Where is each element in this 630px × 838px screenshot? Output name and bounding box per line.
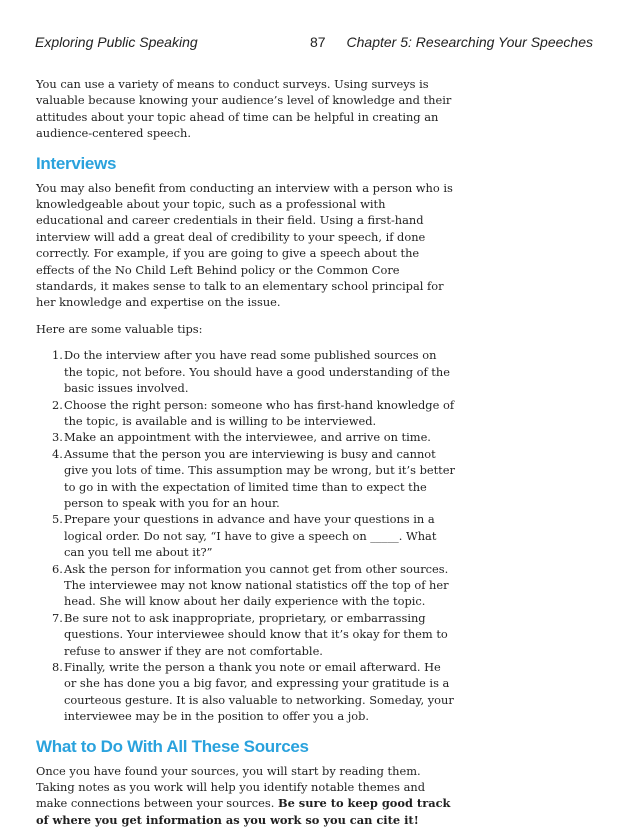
list-text: Choose the right person: someone who has first-hand knowledge of the topic, is available and is willing to be interviewed. <box>64 397 455 428</box>
list-number: 2. <box>52 397 63 412</box>
book-title: Exploring Public Speaking <box>35 34 198 50</box>
list-item <box>36 446 456 512</box>
page-body <box>36 76 456 838</box>
list-number: 8. <box>52 660 63 674</box>
list-item <box>36 659 456 725</box>
list-text: Ask the person for information you cannot get from other sources. The interviewee may not know national statistics off the top of her head. She will know about her daily experience with the topic. <box>64 561 449 609</box>
list-text: Be sure not to ask inappropriate, proprietary, or embarrassing questions. Your interviewee should know that it’s okay for them to refuse to answer if they are not comfortable. <box>64 610 448 658</box>
list-number: 4. <box>52 446 63 461</box>
list-item <box>36 561 456 610</box>
list-item <box>36 429 456 445</box>
list-item <box>36 347 456 396</box>
list-item <box>36 511 456 560</box>
list-text: Prepare your questions in advance and have your questions in a logical order. Do not say, “I have to give a speech on _____. What can you tell me about it?” <box>64 512 437 560</box>
tips-list <box>36 347 456 724</box>
list-item <box>36 610 456 659</box>
list-item <box>36 397 456 430</box>
intro-paragraph: You can use a variety of means to conduct surveys. Using surveys is valuable because knowing your audience’s level of knowledge and their attitudes about your topic ahead of time can be helpful in creating an audience-centered speech. <box>36 77 452 141</box>
list-text: Do the interview after you have read some published sources on the topic, not before. You should have a good understanding of the basic issues involved. <box>64 348 450 396</box>
sources-paragraph-text: Once you have found your sources, you will start by reading them. Taking notes as you work will help you identify notable themes and make connections between your sources. <box>36 763 425 811</box>
list-number: 1. <box>52 348 63 363</box>
interviews-heading: Interviews <box>36 153 117 173</box>
list-number: 6. <box>52 561 63 576</box>
list-text: Finally, write the person a thank you note or email afterward. He or she has done you a big favor, and expressing your gratitude is a courteous gesture. It is also valuable to networking. Someday, your interviewee may be in the position to offer you a job. <box>64 660 454 724</box>
chapter-title: Chapter 5: Researching Your Speeches <box>346 34 593 50</box>
page-header <box>35 34 593 56</box>
sources-paragraph-emphasis: Be sure to keep good track of where you get information as you work so you can cite it! <box>36 796 451 827</box>
list-number: 5. <box>52 512 63 527</box>
tips-intro: Here are some valuable tips: <box>36 321 203 336</box>
sources-heading: What to Do With All These Sources <box>36 736 309 756</box>
list-text: Make an appointment with the interviewee, and arrive on time. <box>64 430 431 445</box>
list-number: 7. <box>52 610 63 625</box>
sources-paragraph <box>36 763 456 829</box>
interviews-paragraph: You may also benefit from conducting an interview with a person who is knowledgeable about your topic, such as a professional with educational and career credentials in their field. Using a first-hand interview will add a great deal of credibility to your speech, if done correctly. For example, if you are going to give a speech about the effects of the No Child Left Behind policy or the Common Core standards, it makes sense to talk to an elementary school principal for her knowledge and expertise on the issue. <box>36 180 453 310</box>
list-number: 3. <box>52 430 63 445</box>
page-number: 87 <box>310 34 326 50</box>
list-text: Assume that the person you are interviewing is busy and cannot give you lots of time. This assumption may be wrong, but it’s better to go in with the expectation of limited time than to expect the person to speak with you for an hour. <box>64 446 455 510</box>
